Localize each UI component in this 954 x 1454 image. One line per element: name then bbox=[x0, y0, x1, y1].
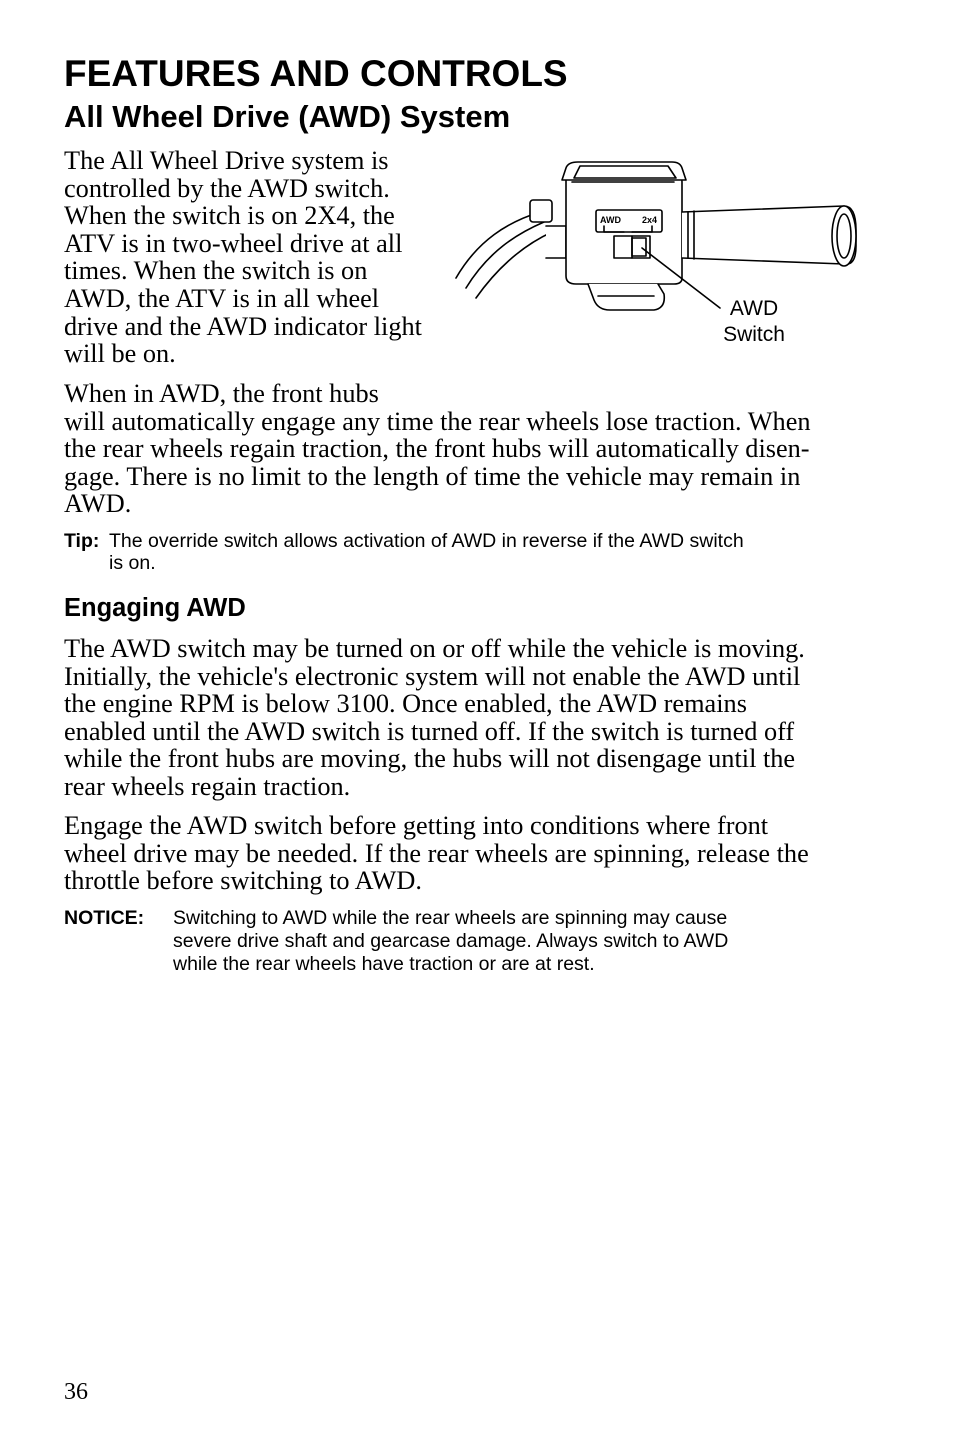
cable-line bbox=[466, 222, 544, 288]
connector-block bbox=[530, 200, 552, 222]
caption-line: Switch bbox=[723, 323, 785, 346]
figure-caption bbox=[714, 296, 794, 348]
text-line: Initially, the vehicle's electronic system will not enable the AWD until bbox=[64, 661, 801, 691]
text-line: while the front hubs are moving, the hubs will not disengage until the bbox=[64, 744, 796, 774]
text-line: The All Wheel Drive system is bbox=[64, 146, 389, 175]
text-line: rear wheels regain traction. bbox=[64, 771, 351, 801]
text-line: the rear wheels regain traction, the front hubs will automatically disen- bbox=[64, 434, 810, 464]
text-line: will automatically engage any time the rear wheels lose traction. When bbox=[64, 406, 811, 436]
cable-line bbox=[476, 232, 552, 298]
tip-label: Tip: bbox=[64, 530, 100, 552]
notice-text bbox=[173, 907, 863, 976]
section-title: All Wheel Drive (AWD) System bbox=[64, 99, 511, 134]
text-line: controlled by the AWD switch. bbox=[64, 173, 390, 203]
handlebar-grip bbox=[682, 206, 856, 264]
text-line: enabled until the AWD switch is turned off. If the switch is turned off bbox=[64, 716, 795, 746]
text-line: The AWD switch may be turned on or off while the vehicle is moving. bbox=[64, 634, 805, 663]
chapter-title: FEATURES AND CONTROLS bbox=[64, 53, 568, 94]
text-line: while the rear wheels have traction or are at rest. bbox=[173, 953, 595, 975]
cable-line bbox=[456, 212, 540, 278]
text-line: Switching to AWD while the rear wheels are spinning may cause bbox=[173, 907, 728, 929]
text-line: AWD, the ATV is in all wheel bbox=[64, 283, 380, 313]
text-line: When in AWD, the front hubs bbox=[64, 379, 379, 408]
subsection-heading: Engaging AWD bbox=[64, 594, 246, 622]
intro-paragraph bbox=[64, 147, 444, 368]
switch-label-2x4: 2x4 bbox=[642, 215, 658, 225]
indicator-window bbox=[574, 166, 676, 178]
text-line: drive and the AWD indicator light bbox=[64, 311, 422, 341]
text-line: When the switch is on 2X4, the bbox=[64, 201, 395, 231]
thumb-lever bbox=[588, 284, 664, 310]
text-line: The override switch allows activation of AWD in reverse if the AWD switch bbox=[109, 530, 744, 552]
text-line: wheel drive may be needed. If the rear wheels are spinning, release the bbox=[64, 838, 809, 868]
awd-switch-illustration bbox=[448, 160, 868, 360]
grip-end-cap bbox=[832, 206, 856, 266]
caption-line: AWD bbox=[729, 297, 779, 320]
engaging-paragraph-2 bbox=[64, 812, 864, 895]
text-line: throttle before switching to AWD. bbox=[64, 866, 422, 896]
page-number: 36 bbox=[64, 1379, 88, 1405]
text-line: is on. bbox=[109, 552, 156, 574]
switch-label-awd: AWD bbox=[600, 215, 621, 225]
text-line: the engine RPM is below 3100. Once enabled, the AWD remains bbox=[64, 689, 747, 719]
text-line: Engage the AWD switch before getting into conditions where front bbox=[64, 811, 769, 840]
text-line: times. When the switch is on bbox=[64, 256, 368, 286]
text-line: will be on. bbox=[64, 339, 176, 369]
text-line: severe drive shaft and gearcase damage. Always switch to AWD bbox=[173, 930, 729, 952]
front-hubs-paragraph bbox=[64, 380, 864, 518]
tip-text bbox=[109, 530, 869, 574]
text-line: ATV is in two-wheel drive at all bbox=[64, 228, 403, 258]
text-line: AWD. bbox=[64, 489, 132, 519]
text-line: gage. There is no limit to the length of time the vehicle may remain in bbox=[64, 461, 801, 491]
notice-label: NOTICE: bbox=[64, 907, 145, 929]
engaging-paragraph-1 bbox=[64, 635, 864, 801]
